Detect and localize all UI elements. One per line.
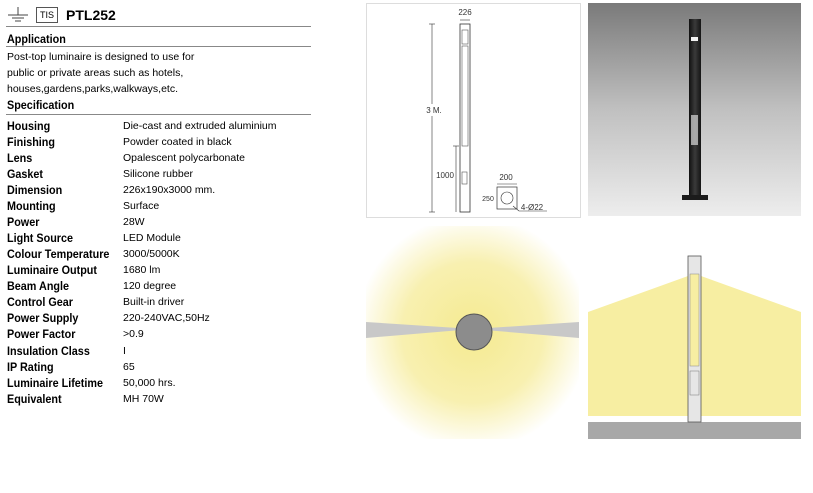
pole-lens (691, 115, 698, 145)
spec-label: Control Gear (7, 295, 74, 309)
spec-label: Dimension (7, 183, 63, 197)
ground-symbol-icon (6, 6, 30, 24)
spec-row-housing (7, 118, 337, 134)
technical-drawing (366, 3, 581, 218)
spec-row-light-source (7, 230, 337, 246)
spec-value: Built-in driver (123, 296, 185, 308)
spec-value: >0.9 (123, 328, 144, 340)
spec-label: Power (7, 215, 40, 229)
spec-label: Insulation Class (7, 344, 90, 358)
dim-holes-label: 4-Ø22 (520, 203, 544, 212)
spec-row-ip-rating (7, 359, 337, 375)
beam-side-view (588, 226, 801, 439)
spec-label: Finishing (7, 135, 55, 149)
spec-value: 65 (123, 361, 135, 373)
spec-row-finishing (7, 134, 337, 150)
luminaire-top-circle (456, 314, 492, 350)
spec-label: Beam Angle (7, 279, 70, 293)
application-line: public or private areas such as hotels, (7, 67, 184, 79)
pole-access-door (462, 172, 467, 184)
spec-label: Housing (7, 119, 51, 133)
specification-title: Specification (7, 98, 75, 112)
spec-value: Silicone rubber (123, 168, 194, 180)
spec-value: LED Module (123, 232, 181, 244)
tis-badge: TIS (36, 7, 58, 23)
base-plate (497, 187, 517, 209)
pole-top-window (462, 30, 468, 44)
header (6, 5, 116, 25)
spec-row-mounting (7, 198, 337, 214)
spec-row-insulation-class (7, 343, 337, 359)
dim-base-width-label: 200 (499, 173, 513, 182)
pole-light-top (691, 37, 698, 41)
spec-row-luminaire-output (7, 262, 337, 278)
spec-value: 3000/5000K (123, 248, 180, 260)
spec-value: MH 70W (123, 393, 164, 405)
spec-row-beam-angle (7, 278, 337, 294)
spec-value: 1680 lm (123, 264, 161, 276)
dim-base-depth-label: 250 (482, 196, 494, 203)
spec-label: IP Rating (7, 360, 54, 374)
spec-value: 226x190x3000 mm. (123, 184, 216, 196)
spec-value: I (123, 345, 126, 357)
application-line: houses,gardens,parks,walkways,etc. (7, 83, 178, 95)
spec-label: Gasket (7, 167, 44, 181)
dim-width-label: 226 (458, 8, 472, 17)
spec-value: Die-cast and extruded aluminium (123, 120, 277, 132)
application-title: Application (7, 32, 66, 46)
spec-row-colour-temperature (7, 246, 337, 262)
specification-divider (6, 114, 311, 115)
product-photo (588, 3, 801, 216)
spec-value: Opalescent polycarbonate (123, 152, 245, 164)
spec-row-lens (7, 150, 337, 166)
spec-row-dimension (7, 182, 337, 198)
spec-value: Surface (123, 200, 160, 212)
spec-value: 50,000 hrs. (123, 377, 176, 389)
spec-row-equivalent (7, 391, 337, 407)
spec-row-power-factor (7, 326, 337, 342)
spec-value: 28W (123, 216, 145, 228)
application-description (7, 49, 194, 97)
spec-label: Luminaire Output (7, 263, 97, 277)
spec-label: Power Supply (7, 311, 79, 325)
spec-row-power-supply (7, 310, 337, 326)
spec-row-control-gear (7, 294, 337, 310)
spec-label: Light Source (7, 231, 74, 245)
spec-label: Lens (7, 151, 33, 165)
spec-row-gasket (7, 166, 337, 182)
spec-label: Mounting (7, 199, 56, 213)
spec-value: 220-240VAC,50Hz (123, 312, 210, 324)
spec-label: Equivalent (7, 392, 62, 406)
model-title: PTL252 (66, 7, 116, 23)
spec-row-power (7, 214, 337, 230)
spec-value: 120 degree (123, 280, 177, 292)
beam-top-view (366, 226, 579, 439)
application-line: Post-top luminaire is designed to use for (7, 51, 195, 63)
spec-value: Powder coated in black (123, 136, 232, 148)
side-pole-lens (690, 274, 699, 366)
application-divider (6, 46, 311, 47)
header-divider (6, 26, 311, 27)
dim-window-label: 1000 (436, 171, 454, 180)
ground (588, 422, 801, 439)
spec-label: Colour Temperature (7, 247, 110, 261)
dim-height-label: 3 M. (426, 106, 442, 115)
dimension-drawing (367, 4, 580, 217)
pole-base (682, 195, 708, 200)
spec-label: Power Factor (7, 327, 76, 341)
spec-label: Luminaire Lifetime (7, 376, 104, 390)
spec-row-luminaire-lifetime (7, 375, 337, 391)
pole-lens-window (462, 46, 468, 146)
pole-body (689, 19, 701, 197)
